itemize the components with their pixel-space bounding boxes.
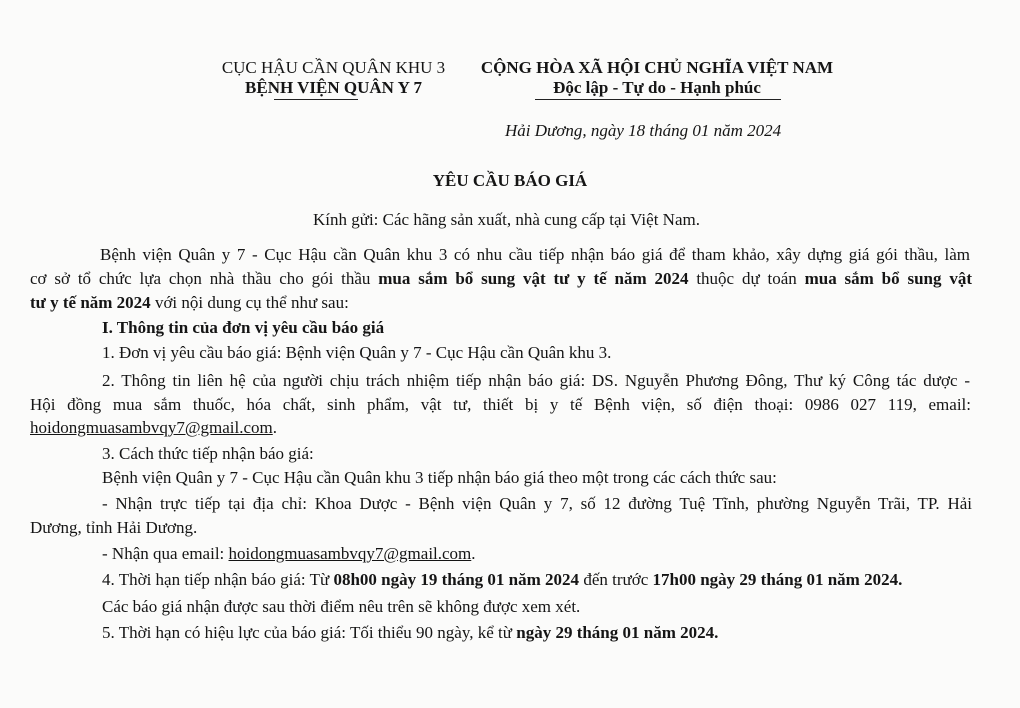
document-title: YÊU CẦU BÁO GIÁ	[432, 171, 588, 190]
item-5	[102, 623, 718, 643]
intro-line-2	[30, 269, 972, 289]
budget-name-part1: mua sắm bổ sung vật	[804, 269, 972, 288]
item-2-end: .	[272, 418, 278, 437]
item-3-email-line	[102, 544, 476, 564]
item-4-note: Các báo giá nhận được sau thời điểm nêu trên sẽ không được xem xét.	[102, 597, 581, 616]
greeting: Kính gửi: Các hãng sản xuất, nhà cung cấp tại Việt Nam.	[313, 210, 700, 229]
org-name-text: BỆNH VIỆN QUÂN Y 7	[245, 78, 422, 97]
org-underline	[274, 99, 358, 100]
intro-2a: cơ sở tổ chức lựa chọn nhà thầu cho gói thầu	[30, 269, 379, 288]
org-name	[196, 78, 471, 98]
intro-line-1: Bệnh viện Quân y 7 - Cục Hậu cần Quân khu 3 có nhu cầu tiếp nhận báo giá để tham khảo, xây dựng giá gói thầu, làm	[100, 245, 970, 264]
item-1: 1. Đơn vị yêu cầu báo giá: Bệnh viện Quân y 7 - Cục Hậu cần Quân khu 3.	[102, 343, 612, 362]
item-2-line-2: Hội đồng mua sắm thuốc, hóa chất, sinh phẩm, vật tư, thiết bị y tế Bệnh viện, số điện thoại: 0986 027 119, email:	[30, 395, 971, 414]
validity-date: ngày 29 tháng 01 năm 2024.	[516, 623, 719, 642]
item-2-line-1: 2. Thông tin liên hệ của người chịu trách nhiệm tiếp nhận báo giá: DS. Nguyễn Phương Đông, Thư ký Công tác dược -	[102, 371, 970, 390]
org-parent: CỤC HẬU CẦN QUÂN KHU 3	[221, 58, 446, 77]
start-time: 08h00 ngày 19 tháng 01 năm 2024	[333, 570, 580, 589]
item-3-email-prefix: - Nhận qua email:	[102, 544, 229, 563]
item-4	[102, 570, 902, 590]
end-time: 17h00 ngày 29 tháng 01 năm 2024.	[652, 570, 903, 589]
intro-3b: với nội dung cụ thể như sau:	[150, 293, 349, 312]
item-3-direct-line-1: - Nhận trực tiếp tại địa chỉ: Khoa Dược - Bệnh viện Quân y 7, số 12 đường Tuệ Tĩnh, phường Nguyễn Trãi, TP. Hải	[102, 494, 972, 513]
item-4a: 4. Thời hạn tiếp nhận báo giá: Từ	[102, 570, 334, 589]
item-2-line-3	[30, 418, 277, 438]
section-1-heading: I. Thông tin của đơn vị yêu cầu báo giá	[102, 318, 385, 337]
budget-name-part2: tư y tế năm 2024	[30, 293, 151, 312]
motto: Độc lập - Tự do - Hạnh phúc	[553, 78, 761, 97]
item-5a: 5. Thời hạn có hiệu lực của báo giá: Tối thiểu 90 ngày, kể từ	[102, 623, 517, 642]
motto-underline	[535, 99, 781, 100]
item-3-direct-line-2: Dương, tỉnh Hải Dương.	[30, 518, 198, 537]
contact-email-link[interactable]: hoidongmuasambvqy7@gmail.com	[30, 418, 273, 437]
item-4c: đến trước	[579, 570, 653, 589]
package-name: mua sắm bổ sung vật tư y tế năm 2024	[378, 269, 689, 288]
item-3-heading: 3. Cách thức tiếp nhận báo giá:	[102, 444, 314, 463]
intro-2c: thuộc dự toán	[688, 269, 805, 288]
item-3-email-end: .	[471, 544, 476, 563]
date-line: Hải Dương, ngày 18 tháng 01 năm 2024	[505, 121, 782, 140]
intro-line-3	[30, 293, 349, 313]
nation-title: CỘNG HÒA XÃ HỘI CHỦ NGHĨA VIỆT NAM	[480, 58, 834, 77]
submission-email-link[interactable]: hoidongmuasambvqy7@gmail.com	[228, 544, 472, 563]
item-3-intro: Bệnh viện Quân y 7 - Cục Hậu cần Quân khu 3 tiếp nhận báo giá theo một trong các cách thức sau:	[102, 468, 777, 487]
